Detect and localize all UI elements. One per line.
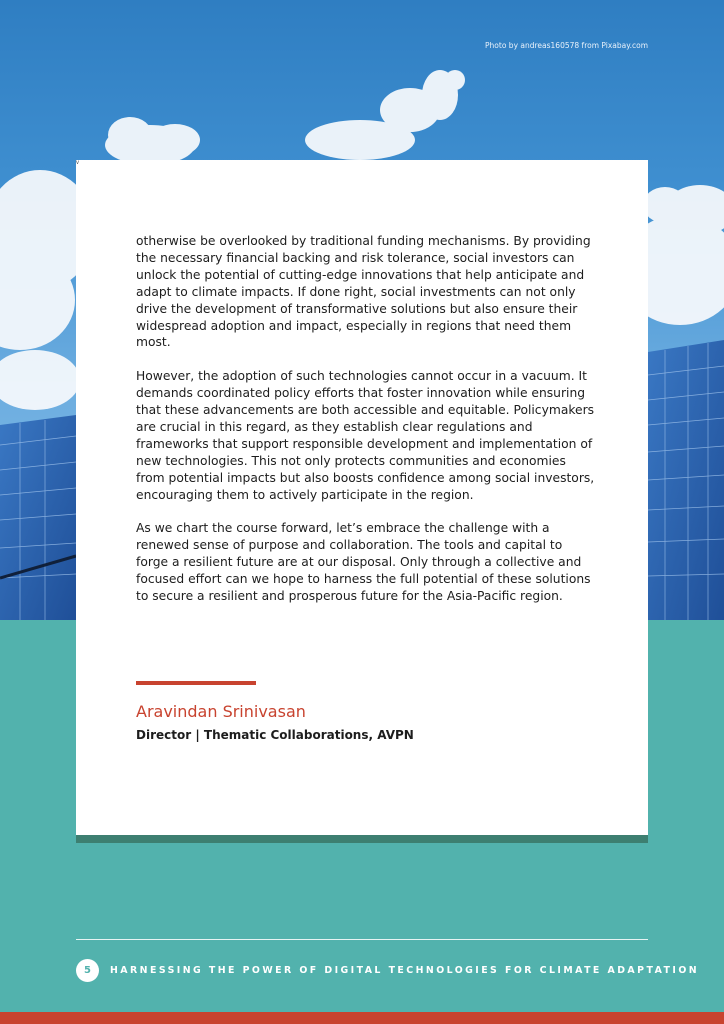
author-role: Director | Thematic Collaborations, AVPN [136,728,414,742]
corner-mark: v [76,160,79,166]
footer-title: HARNESSING THE POWER OF DIGITAL TECHNOLOGIES FOR CLIMATE ADAPTATION [110,965,700,976]
solar-panel-right [648,340,724,620]
paragraph-1: otherwise be overlooked by traditional funding mechanisms. By providing the necessary financial backing and risk tolerance, social investors can unlock the potential of cutting-edge innovations that help anticipate and adapt to climate impacts. If done right, social investments can not only drive the development of transformative solutions but also ensure their widespread adoption and impact, especially in regions that need them most. [136,234,591,350]
paragraph-2: However, the adoption of such technologies cannot occur in a vacuum. It demands coordinated policy efforts that foster innovation while ensuring that these advancements are both accessible and equitable. Policymakers are crucial in this regard, as they establish clear regulations and frameworks that support responsible development and implementation of new technologies. This not only protects communities and economies from potential impacts but also boosts confidence among social investors, encouraging them to actively participate in the region. [136,369,595,502]
article-body [136,233,596,622]
footer-divider [76,939,648,940]
paragraph-3: As we chart the course forward, let’s embrace the challenge with a renewed sense of purpose and collaboration. The tools and capital to forge a resilient future are at our disposal. Only through a collective and focused effort can we hope to harness the full potential of these solutions to secure a resilient and prosperous future for the Asia-Pacific region. [136,521,591,603]
signature-accent-line [136,681,256,685]
photo-credit: Photo by andreas160578 from Pixabay.com [485,41,648,50]
solar-panel-left [0,415,76,620]
author-name: Aravindan Srinivasan [136,702,306,721]
bottom-red-bar [0,1012,724,1024]
card-shadow-bar [76,835,648,843]
page-number-badge: 5 [76,959,99,982]
content-card [76,160,648,835]
